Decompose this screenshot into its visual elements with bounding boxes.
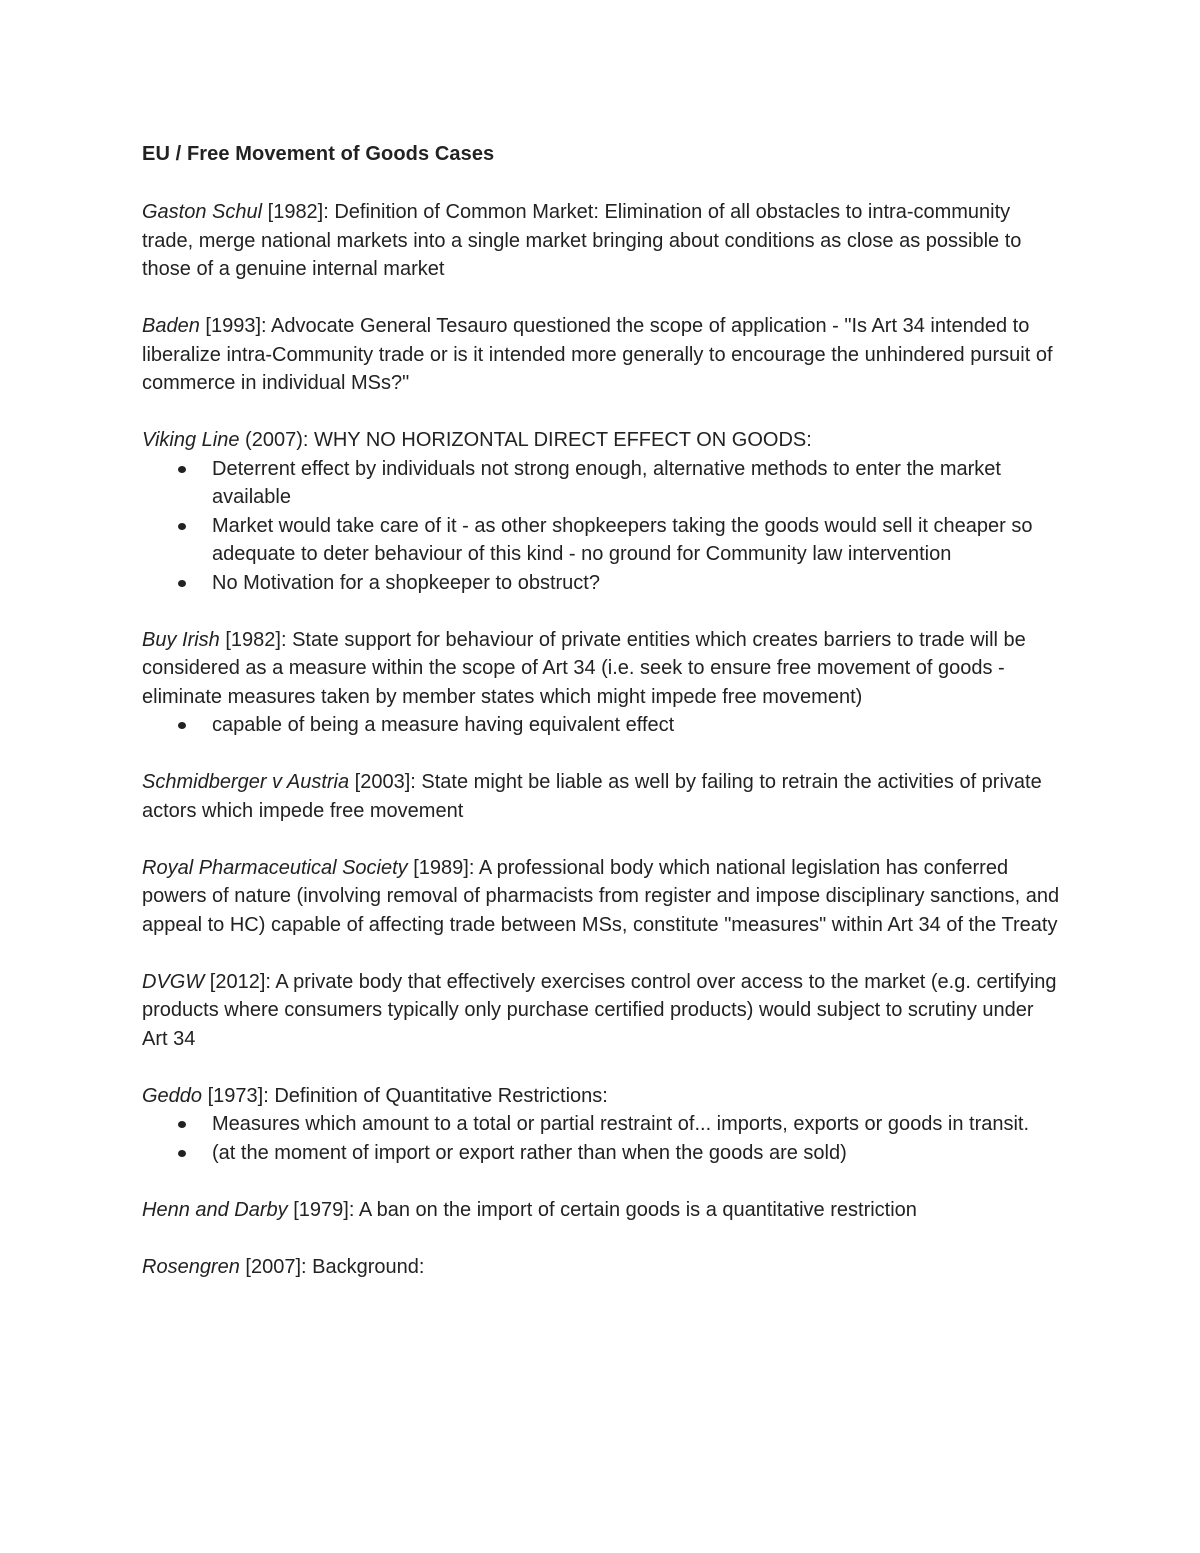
case-name: Buy Irish: [142, 628, 220, 651]
case-paragraph: [142, 312, 1062, 398]
bullet-item: [212, 1110, 1062, 1139]
case-text: [2007]: Background:: [239, 1255, 425, 1278]
case-text: (2007): WHY NO HORIZONTAL DIRECT EFFECT ON GOODS:: [239, 429, 812, 451]
case-paragraph: [142, 854, 1062, 940]
case-entry: [142, 1253, 1062, 1282]
case-paragraph: [142, 968, 1062, 1054]
bullet-text: No Motivation for a shopkeeper to obstruct?: [212, 571, 600, 594]
case-entry: [142, 968, 1062, 1054]
case-name: Baden: [142, 315, 200, 337]
case-text: [1982]: State support for behaviour of private entities which creates barriers to trade will be considered as a measure within the scope of Art 34 (i.e. seek to ensure free movement of goods - eliminate measures taken by member states which might impede free movement): [142, 628, 1026, 708]
case-name: Geddo: [142, 1084, 203, 1107]
case-name: Schmidberger v Austria: [142, 771, 350, 793]
bullet-list: [142, 1110, 1062, 1167]
case-entry: [142, 854, 1062, 940]
bullet-text: (at the moment of import or export rather than when the goods are sold): [212, 1141, 847, 1164]
case-entry: [142, 198, 1062, 284]
case-entry: [142, 426, 1062, 597]
case-name: DVGW: [142, 970, 205, 993]
bullet-list: [142, 711, 1062, 740]
bullet-item: [212, 455, 1062, 512]
case-entry: [142, 1082, 1062, 1168]
bullet-item: [212, 512, 1062, 569]
bullet-text: Deterrent effect by individuals not strong enough, alternative methods to enter the market available: [212, 457, 1001, 508]
bullet-dot-icon: [178, 580, 186, 587]
case-list: [142, 198, 1062, 1281]
bullet-dot-icon: [178, 1150, 186, 1157]
case-entry: [142, 312, 1062, 398]
document-page: [142, 140, 1062, 1310]
case-paragraph: [142, 768, 1062, 825]
case-entry: [142, 626, 1062, 740]
case-text: [1993]: Advocate General Tesauro questioned the scope of application - "Is Art 34 intended to liberalize intra-Community trade or is it intended more generally to encourage the unhindered pursuit of commerce in individual MSs?": [142, 315, 1053, 394]
case-paragraph: [142, 626, 1062, 712]
document-title: EU / Free Movement of Goods Cases: [142, 143, 495, 165]
bullet-text: Market would take care of it - as other shopkeepers taking the goods would sell it cheaper so adequate to deter behaviour of this kind - no ground for Community law intervention: [212, 514, 1033, 565]
case-name: Henn and Darby: [142, 1198, 288, 1221]
case-name: Viking Line: [142, 429, 240, 451]
case-name: Gaston Schul: [142, 201, 263, 223]
bullet-item: [212, 1139, 1062, 1168]
bullet-dot-icon: [178, 722, 186, 729]
case-text: [1973]: Definition of Quantitative Restrictions:: [202, 1084, 608, 1107]
case-paragraph: [142, 1082, 1062, 1111]
bullet-item: [212, 569, 1062, 598]
case-entry: [142, 1196, 1062, 1225]
case-paragraph: [142, 426, 1062, 455]
case-paragraph: [142, 198, 1062, 284]
case-name: Royal Pharmaceutical Society: [142, 856, 408, 879]
bullet-text: Measures which amount to a total or partial restraint of... imports, exports or goods in transit.: [212, 1113, 1030, 1135]
case-entry: [142, 768, 1062, 825]
bullet-text: capable of being a measure having equivalent effect: [212, 714, 675, 736]
case-text: [1979]: A ban on the import of certain goods is a quantitative restriction: [287, 1198, 917, 1221]
case-paragraph: [142, 1253, 1062, 1282]
case-text: [1989]: A professional body which national legislation has conferred powers of nature (involving removal of pharmacists from register and impose disciplinary sanctions, and appeal to HC) capable of affecting trade between MSs, constitute "measures" within Art 34 of the Treaty: [142, 856, 1060, 936]
case-text: [2003]: State might be liable as well by failing to retrain the activities of private actors which impede free movement: [142, 771, 1042, 822]
bullet-dot-icon: [178, 523, 186, 530]
case-text: [1982]: Definition of Common Market: Elimination of all obstacles to intra-community trade, merge national markets into a single market bringing about conditions as close as possible to those of a genuine internal market: [142, 201, 1022, 280]
bullet-list: [142, 455, 1062, 598]
case-name: Rosengren: [142, 1255, 240, 1278]
bullet-item: [212, 711, 1062, 740]
case-paragraph: [142, 1196, 1062, 1225]
case-text: [2012]: A private body that effectively exercises control over access to the market (e.g. certifying products where consumers typically only purchase certified products) would subject to scrutiny under Art 34: [142, 970, 1057, 1050]
bullet-dot-icon: [178, 1121, 186, 1128]
bullet-dot-icon: [178, 466, 186, 473]
